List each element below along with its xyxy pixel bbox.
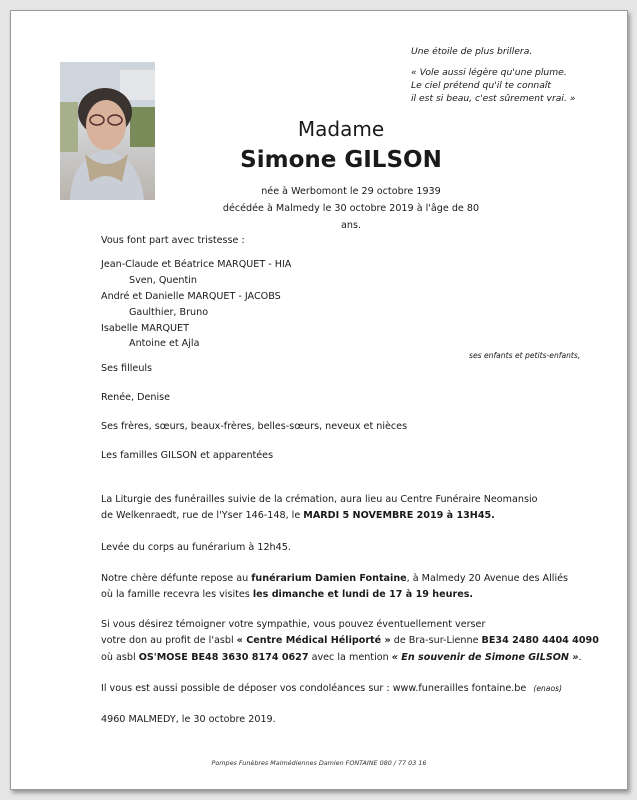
donation-mention: « En souvenir de Simone GILSON » [391,652,579,663]
rest-text: , à Malmedy 20 Avenue des Alliés [406,573,569,584]
siblings-line: Ses frères, sœurs, beaux-frères, belles-sœurs, neveux et nièces [101,421,408,432]
ceremony-text: de Welkenraedt, rue de l'Yser 146-148, le [101,510,304,521]
family-children: Antoine et Ajla [129,338,200,349]
portrait-photo [60,62,155,200]
departure-line: Levée du corps au funérarium à 12h45. [101,542,291,553]
obituary-page [10,10,628,790]
rest-text: Notre chère défunte repose au [101,573,252,584]
ceremony-line: La Liturgie des funérailles suivie de la crémation, aura lieu au Centre Funéraire Neomansio [101,494,538,505]
donation-line [101,652,582,664]
poem-line: Une étoile de plus brillera. [411,46,533,57]
family-children: Gaulthier, Bruno [129,307,209,318]
condolences-line [101,683,562,695]
death-line: décédée à Malmedy le 30 octobre 2019 à l'âge de 80 ans. [222,203,480,231]
family-line: André et Danielle MARQUET - JACOBS [101,291,281,302]
ceremony-line [101,510,495,522]
title-honorific: Madame [297,117,385,141]
visits-line [101,589,473,601]
family-line: Isabelle MARQUET [101,323,189,334]
donation-line: Si vous désirez témoigner votre sympathie, vous pouvez éventuellement verser [101,619,486,630]
godchildren-names: Renée, Denise [101,392,171,403]
family-intro: Vous font part avec tristesse : [101,235,245,246]
visits-text: où la famille recevra les visites [101,589,253,600]
visits-hours: les dimanche et lundi de 17 à 19 heures. [252,589,474,600]
poem-line: Le ciel prétend qu'il te connaît [411,80,551,91]
charity-name: « Centre Médical Héliporté » [236,635,391,646]
rest-line [101,573,568,585]
donation-line [101,635,599,647]
family-line: Jean-Claude et Béatrice MARQUET - HIA [101,259,292,270]
donation-text: votre don au profit de l'asbl [101,635,237,646]
donation-text: de Bra-sur-Lienne [390,635,482,646]
donation-text: où asbl [101,652,139,663]
portrait-image [60,62,155,200]
donation-text: avec la mention [308,652,392,663]
donation-text: . [578,652,582,663]
bank-account: OS'MOSE BE48 3630 8174 0627 [138,652,309,663]
families-line: Les familles GILSON et apparentées [101,450,274,461]
birth-line: née à Werbomont le 29 octobre 1939 [261,186,441,197]
grandchildren-note: ses enfants et petits-enfants, [469,351,581,360]
deceased-name: Simone GILSON [240,147,442,173]
poem-line: « Vole aussi légère qu'une plume. [411,67,567,78]
family-children: Sven, Quentin [129,275,197,286]
condolences-text: Il vous est aussi possible de déposer vos condoléances sur : www.funerailles fontaine.be [101,683,527,694]
funeral-home-name: funérarium Damien Fontaine [251,573,407,584]
footer-funeral-home: Pompes Funèbres Malmédiennes Damien FONTAINE 080 / 77 03 16 [211,759,427,767]
godchildren-label: Ses filleuls [101,363,153,374]
ceremony-date: MARDI 5 NOVEMBRE 2019 à 13H45. [303,510,495,521]
bank-account: BE34 2480 4404 4090 [481,635,599,646]
life-dates [216,183,486,234]
poem [411,45,621,105]
condolences-tag: (enaos) [533,684,563,693]
poem-line: il est si beau, c'est sûrement vrai. » [411,93,576,104]
place-date: 4960 MALMEDY, le 30 octobre 2019. [101,714,276,725]
